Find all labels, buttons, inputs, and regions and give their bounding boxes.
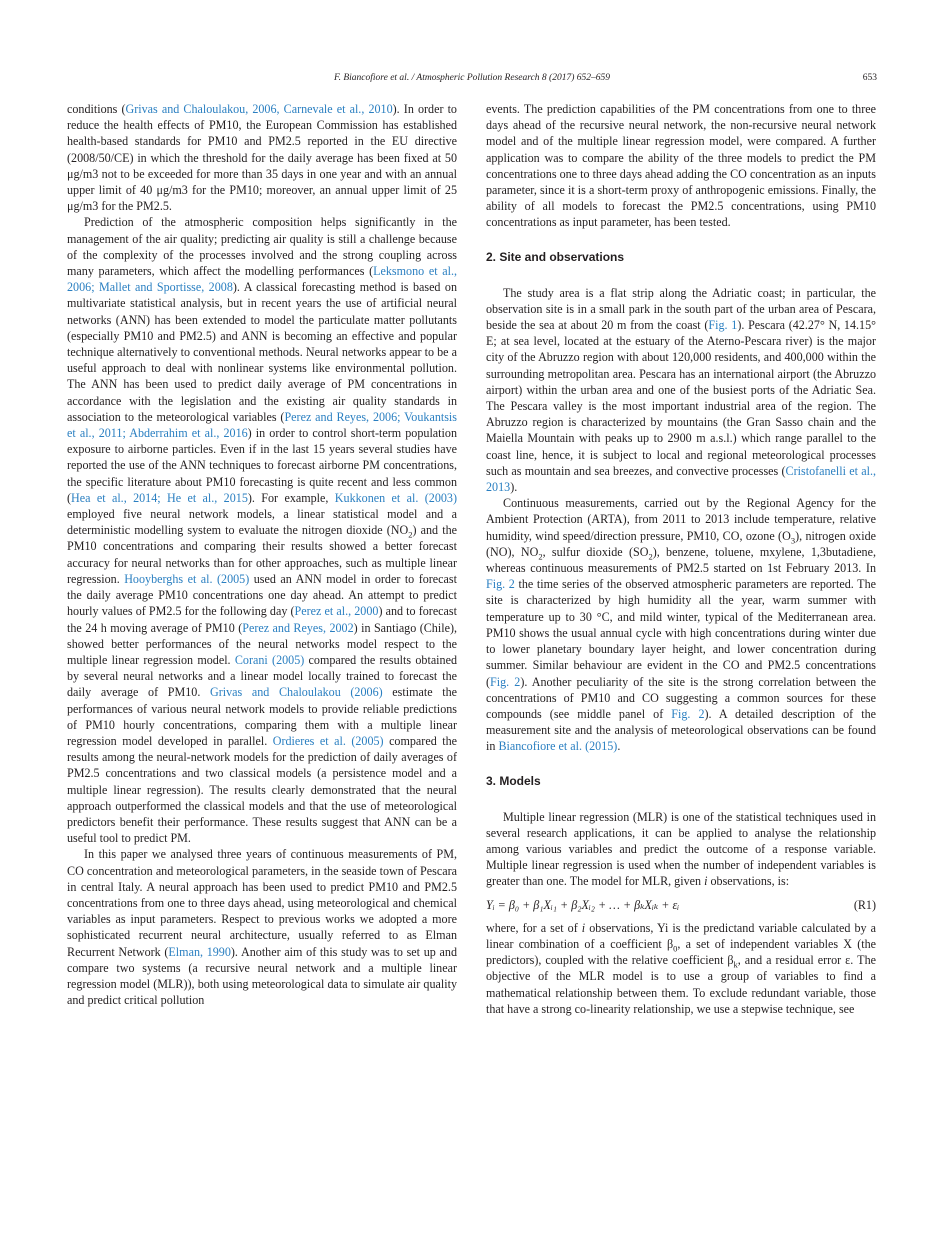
left-column [67, 101, 457, 1008]
section-heading: 3. Models [486, 773, 541, 788]
running-header [67, 73, 877, 87]
citation-link[interactable]: Hooyberghs et al. (2005) [124, 571, 250, 586]
citation-link[interactable]: Biancofiore et al. (2015) [498, 739, 618, 754]
paragraph: Prediction of the atmospheric composition helps significantly in the management of the air quality; predicting air quality is still a challenge because of the complexity of the processes involved and the strong coupling across many parameters, which affect the modelling performances (Leksmono et al., 2006; Mallet and Sportisse, 2008). A classical forecasting method is based on multivariate statistical analysis, but in recent years the use of artificial neural networks (ANN) has been extended to model the particulate matter pollutants (especially PM10 and PM2.5) and ANN is becoming an effective and popular technique alternatively to conventional methods. Neural networks appear to be a useful approach to deal with nonlinear systems like environmental pollution. The ANN has been used to predict daily average of PM concentrations in accordance with the legislation and the existing air quality standards in association to the meteorological variables (Perez and Reyes, 2006; Voukantsis et al., 2011; Abderrahim et al., 2016) in order to control short-term population exposure to airborne particles. Even if in the last 15 years several studies have reported the use of the ANN techniques to forecast airborne PM concentrations, the specific literature about PM10 forecasting is quite recent and less common (Hea et al., 2014; He et al., 2015). For example, Kukkonen et al. (2003) employed five neural network models, a linear statistical model and a deterministic modelling system to evaluate the nitrogen dioxide $(NO_2)$ and the PM10 concentrations and comparing their results showed a better forecast accuracy for neural networks than for other approaches, such as multiple linear regression. Hooyberghs et al. (2005) used an ANN model in order to forecast the daily average PM10 concentrations one day ahead. An attempt to predict hourly values of PM2.5 for the following day (Perez et al., 2000) and to forecast the 24 h moving average of PM10 (Perez and Reyes, 2002) in Santiago (Chile), showed better performances of the neural networks model respect to the multiple linear regression model. Corani (2005) compared the results obtained by several neural networks and a linear model locally trained to forecast the daily average of PM10. Grivas and Chaloulakou (2006) estimate the performances of various neural network models to provide reliable predictions of PM10 hourly concentrations, comparing them with a multiple linear regression model developed in parallel. Ordieres et al. (2005) compared the results among the neural-network models for the prediction of daily averages of PM2.5 concentrations and two classical models (a persistence model and a multiple linear regression). The results clearly demonstrated that the neural approach outperformed the classical models and that the use of meteorological predictors benefit their performance. These results suggest that ANN can be a useful tool to predict PM. [67, 215, 458, 846]
paragraph: where, for a set of i observations, Yi is the predictand variable calculated by a linear combination of a coefficient $\beta_0$, a set of independent variables X (the predictors), coupled with the relative coefficient $\beta_k$, and a residual error ε. The objective of the MLR model is to use a group of variables to find a mathematical relationship between them. To exclude redundant variable, those that have a strong co-linearity relationship, we use a stepwise technique, see [486, 920, 876, 1016]
paragraph: Continuous measurements, carried out by the Regional Agency for the Ambient Protection (ARTA), from 2011 to 2013 include temperature, relative humidity, wind speed/direction pressure, PM10, CO, ozone $(O_3)$, nitrogen oxide (NO), $NO_2$, sulfur dioxide $(SO_2)$, benzene, toluene, mxylene, 1,3butadiene, whereas continuous measurements of PM2.5 started on 1st February 2013. In Fig. 2 the time series of the observed atmospheric parameters are reported. The site is characterized by high humidity all the year, warm summer with temperature up to 30 °C, and mild winter, typical of the Mediterranean area. PM10 shows the usual annual cycle with high concentrations during winter due to lower planetary boundary layer height, and lower concentration during summer. Similar behaviour are evident in the CO and PM2.5 concentrations (Fig. 2). Another peculiarity of the site is the strong correlation between the concentrations of PM10 and CO suggesting a common sources for these compounds (see middle panel of Fig. 2). A detailed description of the measurement site and the analysis of meteorological observations can be found in Biancofiore et al. (2015). [486, 496, 877, 754]
citation-link[interactable]: Leksmono et al., 2006; Mallet and Sportisse, 2008 [67, 264, 457, 295]
figure-link[interactable]: Fig. 1 [708, 318, 738, 333]
figure-link[interactable]: Fig. 2 [671, 706, 705, 721]
equation-number: (R1) [853, 897, 876, 912]
equation [486, 897, 876, 913]
citation-link[interactable]: Ordieres et al. (2005) [272, 733, 384, 748]
citation-link[interactable]: Corani (2005) [234, 652, 305, 667]
equation-body: Yᵢ = β₀ + β₁Xᵢ₁ + β₂Xᵢ₂ + … + βₖXᵢₖ + εᵢ [486, 897, 680, 912]
citation-link[interactable]: Kukkonen et al. (2003) [334, 490, 457, 505]
figure-link[interactable]: Fig. 2 [486, 577, 515, 592]
paragraph: conditions (Grivas and Chaloulakou, 2006, Carnevale et al., 2010). In order to reduce the health effects of PM10, the European Commission has established health-based standards for PM10 and PM2.5 reported in the EU directive (2008/50/CE) in which the threshold for the daily average has been fixed at 50 μg/m3 not to be exceeded for more than 35 days in one year and with an annual upper limit of 40 μg/m3 for the PM10; moreover, an annual upper limit of 25 μg/m3 for the PM2.5. [67, 102, 457, 214]
figure-link[interactable]: Fig. 2 [490, 674, 521, 689]
citation-link[interactable]: Perez et al., 2000 [294, 604, 379, 619]
paragraph: events. The prediction capabilities of the PM concentrations from one to three days ahead of the recursive neural network, the non-recursive neural network model and of the multiple linear regression model, were compared. A further application was to compare the ability of the three models to predict the PM concentrations one to three days ahead adding the CO concentration as an inputs parameter, since it is a short-term proxy of anthropogenic emissions. Finally, the ability of all models to forecast the PM2.5 concentrations, using PM10 concentrations as input parameter, has been tested. [486, 102, 876, 230]
running-title: F. Biancofiore et al. / Atmospheric Pollution Research 8 (2017) 652–659 [334, 73, 610, 83]
header-journal: Atmospheric Pollution Research 8 (2017) 652–659 [416, 73, 610, 83]
citation-link[interactable]: Cristofanelli et al., 2013 [486, 463, 876, 495]
citation-link[interactable]: Grivas and Chaloulakou (2006) [209, 685, 383, 700]
paragraph: The study area is a flat strip along the Adriatic coast; in particular, the observation site is in a small park in the south part of the urban area of Pescara, beside the sea at about 20 m from the coast (Fig. 1). Pescara (42.27° N, 14.15° E; at sea level, located at the estuary of the Aterno-Pescara river) is the major city of the Abruzzo region with about 120,000 residents, and 400,000 within the surrounding metropolitan area. Pescara has an international airport (the Abruzzo airport) within the urban area and one of the busiest ports of the Adriatic Sea. The Pescara valley is the most important industrial area of the region. The Abruzzo region is characterized by mountains (the Gran Sasso chain and the Maiella Mountain with peaks up to 2900 m a.s.l.) which range parallel to the coast line, hence, it is subject to local and regional meteorological processes such as mountain and sea breezes, and convective processes (Cristofanelli et al., 2013). [486, 285, 876, 495]
citation-link[interactable]: Grivas and Chaloulakou, 2006, Carnevale et al., 2010 [125, 102, 393, 116]
citation-link[interactable]: Perez and Reyes, 2006; Voukantsis et al., 2011; Abderrahim et al., 2016 [67, 409, 457, 441]
citation-link[interactable]: Elman, 1990 [168, 944, 231, 959]
section-heading: 2. Site and observations [486, 249, 625, 264]
header-authors: F. Biancofiore et al. [334, 73, 410, 83]
paragraph: Multiple linear regression (MLR) is one of the statistical techniques used in several research applications, it can be applied to analyse the relationship among various variables and predict the outcome of a response variable. Multiple linear regression is used when the number of independent variables is greater than one. The model for MLR, given i observations, is: [486, 809, 876, 889]
citation-link[interactable]: Hea et al., 2014; He et al., 2015 [71, 490, 248, 505]
right-column [486, 101, 876, 1017]
citation-link[interactable]: Perez and Reyes, 2002 [242, 620, 354, 635]
page-number: 653 [862, 73, 877, 83]
paragraph: In this paper we analysed three years of continuous measurements of PM, CO concentration and meteorological parameters, in the seaside town of Pescara in central Italy. A neural approach has been used to predict PM10 and PM2.5 concentrations from one to three days ahead, using meteorological and chemical variables as input parameters. Respect to previous works we adopted a more sophisticated recurrent neural architecture, usually referred to as Elman Recurrent Network (Elman, 1990). Another aim of this study was to set up and compare two systems (a recursive neural network and a multiple linear regression model (MLR)), both using meteorological data to simulate air quality and predict critical pollution [67, 847, 457, 1008]
